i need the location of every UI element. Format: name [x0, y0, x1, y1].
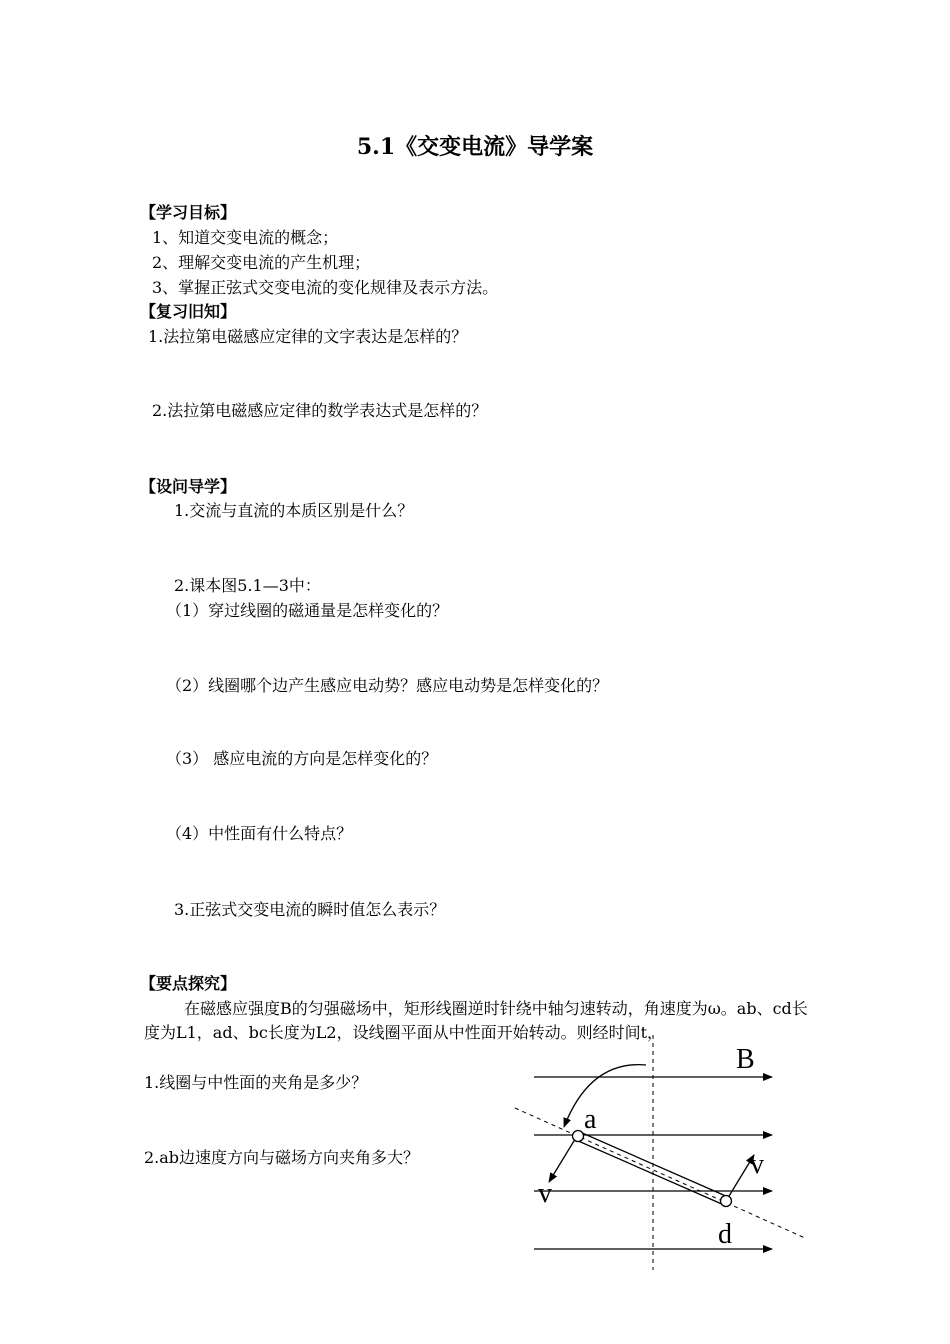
label-v-left: v — [538, 1178, 552, 1209]
point-d — [721, 1196, 732, 1207]
section-heading-explore: 【要点探究】 — [140, 974, 237, 993]
guide-question: 1.交流与直流的本质区别是什么？ — [174, 501, 414, 520]
label-v-right: v — [750, 1149, 764, 1180]
label-B: B — [736, 1044, 755, 1075]
page-title: 5.1《交变电流》导学案 — [356, 134, 594, 160]
guide-subquestion: （1）穿过线圈的磁通量是怎样变化的？ — [166, 601, 449, 620]
rotating-coil-figure — [500, 1030, 820, 1290]
review-question: 1.法拉第电磁感应定律的文字表达是怎样的？ — [148, 327, 468, 346]
section-heading-guide: 【设问导学】 — [140, 477, 237, 496]
label-a: a — [584, 1104, 597, 1135]
explore-question: 2.ab边速度方向与磁场方向夹角多大？ — [144, 1148, 420, 1167]
rotation-arrow — [564, 1065, 646, 1127]
coil — [576, 1132, 728, 1205]
guide-subquestion: （2）线圈哪个边产生感应电动势？感应电动势是怎样变化的？ — [166, 676, 609, 695]
section-heading-goals: 【学习目标】 — [140, 203, 237, 222]
section-heading-review: 【复习旧知】 — [140, 302, 237, 321]
guide-question: 2.课本图5.1—3中： — [174, 576, 321, 595]
explore-question: 1.线圈与中性面的夹角是多少？ — [144, 1073, 368, 1092]
goal-item: 3、掌握正弦式交变电流的变化规律及表示方法。 — [152, 278, 499, 297]
goal-item: 1、知道交变电流的概念； — [152, 228, 339, 247]
guide-subquestion: （4）中性面有什么特点？ — [166, 824, 353, 843]
guide-subquestion: （3） 感应电流的方向是怎样变化的？ — [166, 749, 438, 768]
label-d: d — [718, 1219, 732, 1250]
goal-item: 2、理解交变电流的产生机理； — [152, 253, 371, 272]
guide-question: 3.正弦式交变电流的瞬时值怎么表示？ — [174, 900, 446, 919]
point-a — [573, 1131, 584, 1142]
velocity-arrow-a — [549, 1136, 577, 1182]
review-question: 2.法拉第电磁感应定律的数学表达式是怎样的？ — [152, 401, 488, 420]
explore-paragraph: 在磁感应强度B的匀强磁场中，矩形线圈逆时针绕中轴匀速转动，角速度为ω。ab、cd长度为L1，ad、bc长度为L2，设线圈平面从中性面开始转动。则经时间t， — [144, 999, 808, 1042]
